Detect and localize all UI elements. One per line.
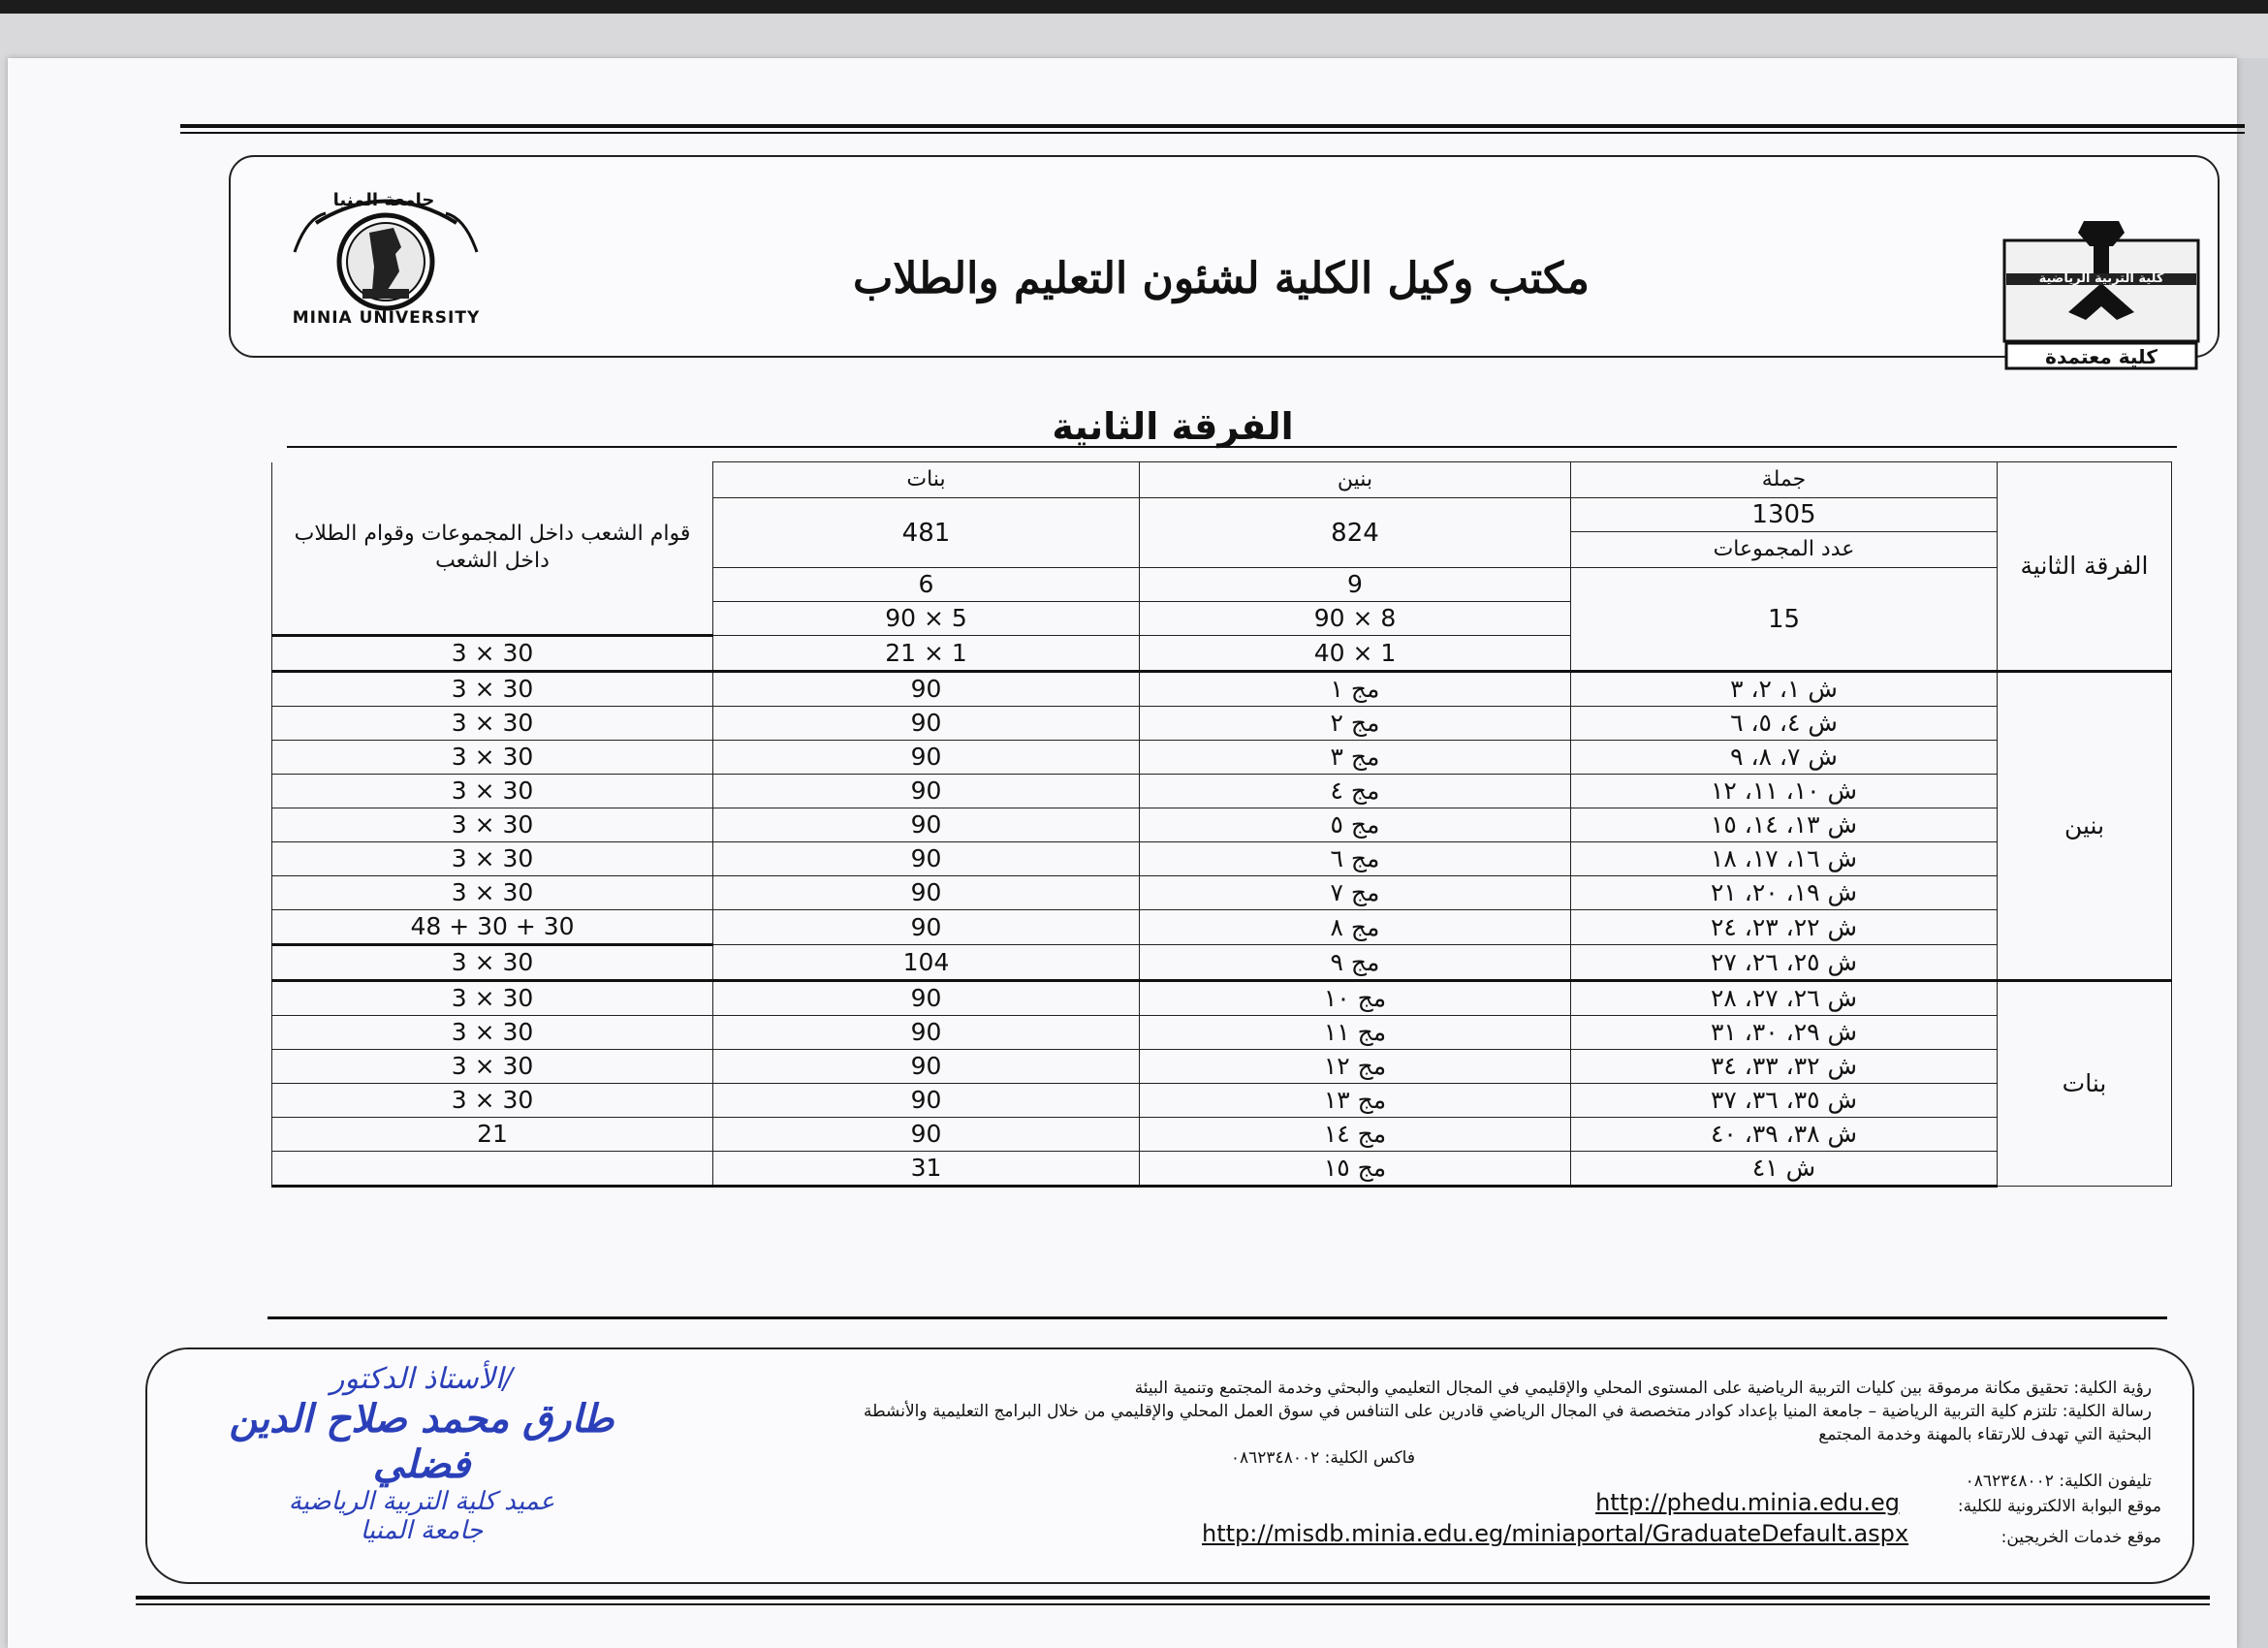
row-group: مج ١٠ (1140, 981, 1571, 1016)
row-note: 30 × 3 (272, 1016, 713, 1050)
boys-line1: 8 × 90 (1140, 602, 1571, 636)
faculty-logo (2000, 215, 2202, 370)
top-rule-thick (180, 124, 2245, 128)
girls-line2: 1 × 21 (713, 636, 1140, 672)
row-group: مج ٨ (1140, 910, 1571, 945)
row-sections: ش ١، ٢، ٣ (1571, 672, 1998, 707)
top-dark-strip (0, 0, 2268, 14)
row-note: 30 × 3 (272, 1050, 713, 1084)
row-sections: ش ٢٦، ٢٧، ٢٨ (1571, 981, 1998, 1016)
scan-background-edge (2237, 58, 2268, 1648)
signature-position: عميد كلية التربية الرياضية (288, 1487, 555, 1516)
header-girls: بنات (713, 462, 1140, 498)
section-title: الفرقة الثانية (1052, 405, 1294, 448)
row-sections: ش ٧، ٨، ٩ (1571, 741, 1998, 775)
girls-line1: 5 × 90 (713, 602, 1140, 636)
row-note: 30 × 3 (272, 775, 713, 808)
row-group: مج ١٢ (1140, 1050, 1571, 1084)
row-sections: ش ١٩، ٢٠، ٢١ (1571, 876, 1998, 910)
boys-sections: 9 (1140, 568, 1571, 602)
row-sections: ش ١٦، ١٧، ١٨ (1571, 842, 1998, 876)
groups-label: عدد المجموعات (1571, 532, 1998, 568)
row-group: مج ١٥ (1140, 1152, 1571, 1187)
header-total: جملة (1571, 462, 1998, 498)
row-sections: ش ٣٥، ٣٦، ٣٧ (1571, 1084, 1998, 1118)
girls-sections: 6 (713, 568, 1140, 602)
minia-university-logo (277, 184, 495, 330)
row-note (272, 1152, 713, 1187)
bottom-rule-thick (136, 1596, 2210, 1600)
table-bottom-rule (268, 1316, 2167, 1319)
row-sections: ش ١٣، ١٤، ١٥ (1571, 808, 1998, 842)
row-sections: ش ١٠، ١١، ١٢ (1571, 775, 1998, 808)
row-sections: ش ٢٥، ٢٦، ٢٧ (1571, 945, 1998, 981)
row-count: 90 (713, 707, 1140, 741)
college-fax: فاكس الكلية: ٠٨٦٢٣٤٨٠٠٢ (1230, 1448, 1415, 1468)
dean-signature (194, 1362, 649, 1545)
row-sections: ش ٤، ٥، ٦ (1571, 707, 1998, 741)
boys-label: بنين (1998, 672, 2172, 981)
bottom-rule-thin (136, 1603, 2210, 1605)
boys-line2: 1 × 40 (1140, 636, 1571, 672)
signature-university: جامعة المنيا (360, 1516, 484, 1545)
row-group: مج ٤ (1140, 775, 1571, 808)
row-group: مج ٧ (1140, 876, 1571, 910)
row-count: 90 (713, 876, 1140, 910)
row-note: 30 × 3 (272, 707, 713, 741)
row-note: 30 + 30 + 48 (272, 910, 713, 945)
minia-university-logo-arabic: جامعة المنيا (332, 190, 435, 210)
row-group: مج ٦ (1140, 842, 1571, 876)
row-note: 30 × 3 (272, 842, 713, 876)
accredited-label: كلية معتمدة (2045, 345, 2158, 368)
row-note: 30 × 3 (272, 876, 713, 910)
faculty-logo-text: كلية التربية الرياضية (2038, 271, 2164, 286)
girls-label: بنات (1998, 981, 2172, 1187)
office-title: مكتب وكيل الكلية لشئون التعليم والطلاب (853, 254, 1590, 303)
row-count: 90 (713, 1050, 1140, 1084)
structure-note: قوام الشعب داخل المجموعات وقوام الطلاب داخل الشعب (272, 462, 713, 636)
row-group: مج ٢ (1140, 707, 1571, 741)
row-group: مج ١٣ (1140, 1084, 1571, 1118)
row-count: 104 (713, 945, 1140, 981)
graduate-services-label: موقع خدمات الخريجين: (2000, 1528, 2161, 1547)
row-group: مج ٩ (1140, 945, 1571, 981)
row-count: 90 (713, 741, 1140, 775)
row-count: 31 (713, 1152, 1140, 1187)
row-note: 30 × 3 (272, 981, 713, 1016)
level-cell: الفرقة الثانية (1998, 462, 2172, 672)
college-vision: رؤية الكلية: تحقيق مكانة مرموقة بين كليات التربية الرياضية على المستوى المحلي والإقليمي في المجال التعليمي والبحثي وخدمة المجتمع وتنمية البيئة (1134, 1379, 2152, 1398)
first-note: 30 × 3 (272, 636, 713, 672)
row-group: مج ١٤ (1140, 1118, 1571, 1152)
groups-value: 15 (1571, 568, 1998, 672)
row-group: مج ١ (1140, 672, 1571, 707)
row-count: 90 (713, 910, 1140, 945)
row-note: 30 × 3 (272, 672, 713, 707)
row-note: 30 × 3 (272, 808, 713, 842)
row-note: 30 × 3 (272, 945, 713, 981)
row-sections: ش ٢٢، ٢٣، ٢٤ (1571, 910, 1998, 945)
signature-name: طارق محمد صلاح الدين فضلي (229, 1396, 614, 1487)
row-count: 90 (713, 842, 1140, 876)
row-group: مج ١١ (1140, 1016, 1571, 1050)
row-sections: ش ٤١ (1571, 1152, 1998, 1187)
row-note: 21 (272, 1118, 713, 1152)
total-value: 1305 (1571, 498, 1998, 532)
footer-urls (1202, 1487, 1909, 1549)
header-boys: بنين (1140, 462, 1571, 498)
row-note: 30 × 3 (272, 741, 713, 775)
graduate-services-link[interactable]: http://misdb.minia.edu.eg/miniaportal/GraduateDefault.aspx (1202, 1520, 1909, 1547)
row-count: 90 (713, 808, 1140, 842)
row-count: 90 (713, 1118, 1140, 1152)
college-phone: تليفون الكلية: ٠٨٦٢٣٤٨٠٠٢ (1965, 1472, 2152, 1491)
row-note: 30 × 3 (272, 1084, 713, 1118)
row-group: مج ٣ (1140, 741, 1571, 775)
boys-total: 824 (1140, 498, 1571, 568)
footer-url-labels (1900, 1491, 2161, 1553)
row-sections: ش ٣٨، ٣٩، ٤٠ (1571, 1118, 1998, 1152)
portal-label: موقع البوابة الالكترونية للكلية: (1957, 1497, 2161, 1516)
row-sections: ش ٢٩، ٣٠، ٣١ (1571, 1016, 1998, 1050)
row-count: 90 (713, 1084, 1140, 1118)
signature-title: الأستاذ الدكتور/ (330, 1362, 514, 1396)
top-rule-thin (180, 132, 2245, 134)
row-count: 90 (713, 981, 1140, 1016)
minia-university-logo-text: MINIA UNIVERSITY (292, 308, 481, 328)
row-sections: ش ٣٢، ٣٣، ٣٤ (1571, 1050, 1998, 1084)
row-count: 90 (713, 1016, 1140, 1050)
row-count: 90 (713, 775, 1140, 808)
row-count: 90 (713, 672, 1140, 707)
college-mission: رسالة الكلية: تلتزم كلية التربية الرياضية – جامعة المنيا بإعداد كوادر متخصصة في المجال الرياضي قادرين على التنافس في سوق العمل المحلي والإقليمي من خلال البرامج التعليمية والأنشطة البحثية التي تهدف للارتقاء بالمهنة وخدمة المجتمع (864, 1402, 2152, 1444)
girls-total: 481 (713, 498, 1140, 568)
distribution-table (271, 461, 2172, 1188)
portal-link[interactable]: http://phedu.minia.edu.eg (1595, 1489, 1900, 1516)
row-group: مج ٥ (1140, 808, 1571, 842)
footer-info (834, 1377, 2152, 1493)
